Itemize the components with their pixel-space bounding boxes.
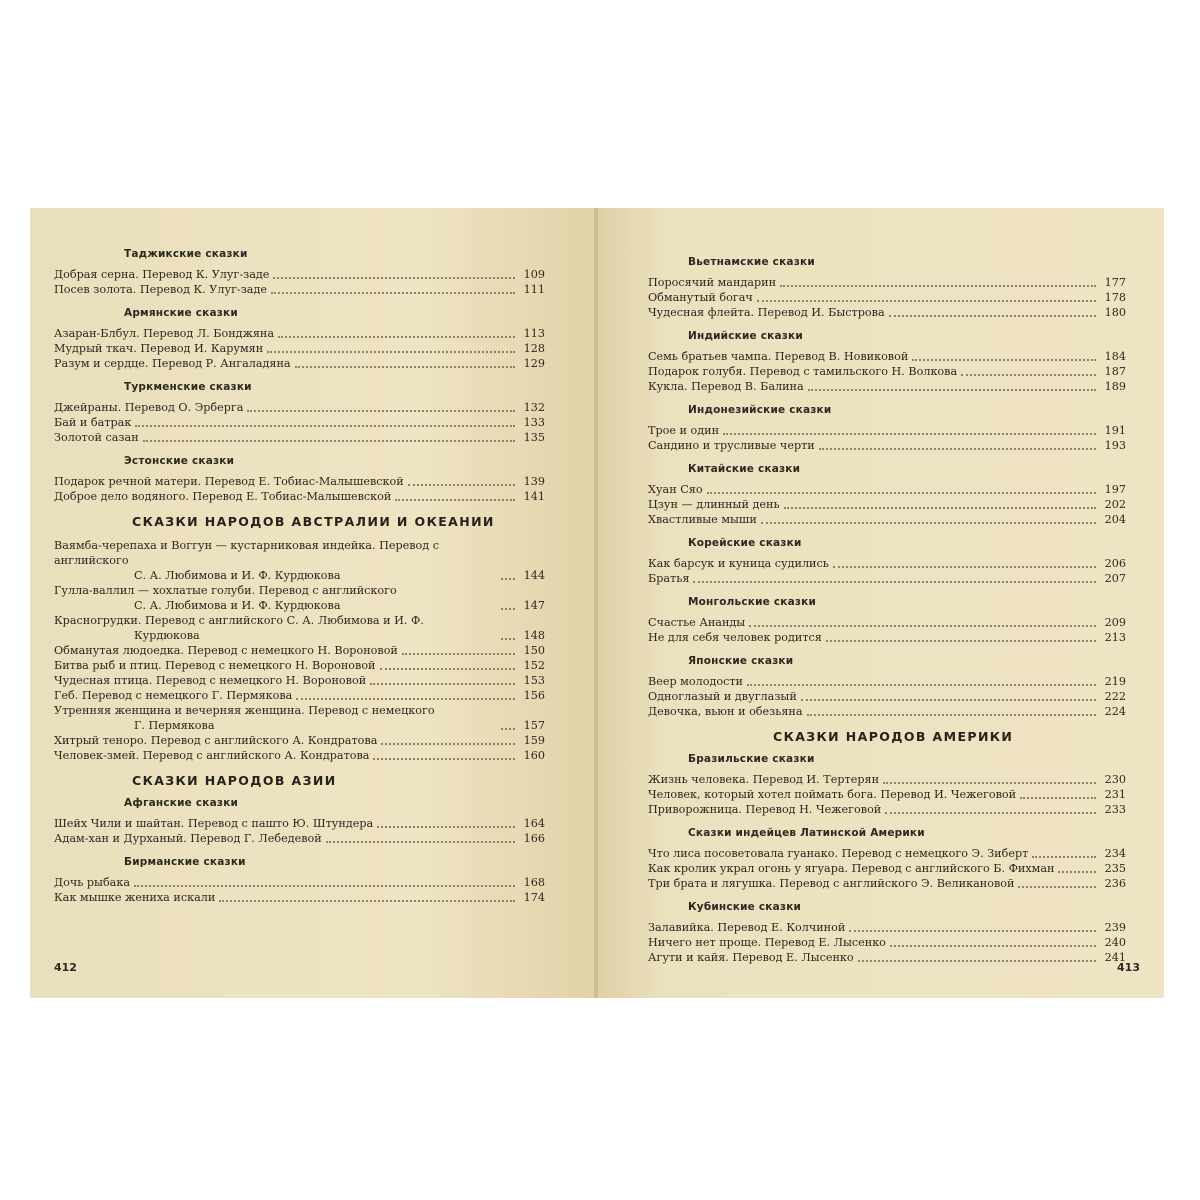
entry-page-number: 187	[1104, 365, 1126, 378]
entry-title: Битва рыб и птиц. Перевод с немецкого Н. Вороновой	[54, 659, 376, 672]
toc-entry-list	[54, 267, 545, 297]
entry-page-number: 231	[1104, 788, 1126, 801]
dot-leader	[1020, 797, 1096, 799]
toc-entry	[648, 615, 1126, 630]
dot-leader	[296, 698, 515, 700]
entry-title: Шейх Чили и шайтан. Перевод с пашто Ю. Штундера	[54, 817, 374, 830]
entry-page-number: 240	[1104, 936, 1126, 949]
toc-entry	[54, 890, 545, 905]
entry-page-number: 132	[523, 401, 545, 414]
entry-page-number: 133	[523, 416, 545, 429]
entry-title	[54, 583, 497, 613]
entry-title: Адам-хан и Дурханый. Перевод Г. Лебедевой	[54, 832, 322, 845]
entry-title: Не для себя человек родится	[648, 631, 822, 644]
dot-leader	[408, 484, 515, 486]
dot-leader	[267, 351, 515, 353]
entry-page-number: 111	[523, 283, 545, 296]
part-heading: СКАЗКИ НАРОДОВ АВСТРАЛИИ И ОКЕАНИИ	[132, 514, 495, 529]
toc-entry-list	[648, 349, 1126, 394]
entry-page-number: 180	[1104, 306, 1126, 319]
dot-leader	[1032, 856, 1096, 858]
toc-entry-list	[54, 875, 545, 905]
dot-leader	[247, 410, 515, 412]
entry-page-number: 224	[1104, 705, 1126, 718]
toc-entry	[54, 489, 545, 504]
entry-leader-group	[497, 718, 545, 733]
entry-leader-group	[497, 568, 545, 583]
toc-entry	[648, 630, 1126, 645]
dot-leader	[707, 492, 1096, 494]
entry-title: Добрая серна. Перевод К. Улуг-заде	[54, 268, 270, 281]
dot-leader	[326, 841, 515, 843]
entry-title: Братья	[648, 572, 690, 585]
entry-page-number: 204	[1104, 513, 1126, 526]
dot-leader	[849, 930, 1096, 932]
toc-entry	[54, 613, 545, 643]
section-heading: Монгольские сказки	[688, 596, 817, 608]
toc-entry	[54, 831, 545, 846]
entry-page-number: 129	[523, 357, 545, 370]
entry-page-number: 109	[523, 268, 545, 281]
entry-page-number: 234	[1104, 847, 1126, 860]
entry-page-number: 148	[523, 629, 545, 642]
dot-leader	[761, 522, 1096, 524]
section-heading: Корейские сказки	[688, 537, 802, 549]
dot-leader	[749, 625, 1096, 627]
entry-title: Сандино и трусливые черти	[648, 439, 815, 452]
dot-leader	[890, 945, 1096, 947]
entry-page-number: 152	[523, 659, 545, 672]
toc-entry-list	[648, 275, 1126, 320]
section-heading: Сказки индейцев Латинской Америки	[688, 827, 925, 839]
toc-entry	[648, 438, 1126, 453]
toc-entry	[648, 497, 1126, 512]
toc-entry	[648, 512, 1126, 527]
dot-leader	[885, 812, 1096, 814]
toc-entry	[648, 674, 1126, 689]
toc-entry	[54, 341, 545, 356]
dot-leader	[858, 960, 1096, 962]
toc-entry	[648, 571, 1126, 586]
toc-entry	[54, 474, 545, 489]
entry-title: Хуан Сяо	[648, 483, 703, 496]
entry-title: Девочка, вьюн и обезьяна	[648, 705, 803, 718]
entry-page-number: 113	[523, 327, 545, 340]
entry-page-number: 193	[1104, 439, 1126, 452]
toc-entry	[648, 920, 1126, 935]
entry-page-number: 202	[1104, 498, 1126, 511]
dot-leader	[808, 389, 1096, 391]
entry-title: Чудесная птица. Перевод с немецкого Н. Вороновой	[54, 674, 367, 687]
entry-title: Человек, который хотел поймать бога. Перевод И. Чежеговой	[648, 788, 1017, 801]
toc-entry	[648, 290, 1126, 305]
toc-entry	[54, 703, 545, 733]
entry-page-number: 241	[1104, 951, 1126, 964]
section-heading: Кубинские сказки	[688, 901, 802, 913]
entry-title-line: Г. Пермякова	[134, 719, 215, 732]
dot-leader	[373, 758, 515, 760]
entry-title: Семь братьев чампа. Перевод В. Новиковой	[648, 350, 909, 363]
toc-entry	[648, 861, 1126, 876]
dot-leader	[271, 292, 515, 294]
entry-title-line: Красногрудки. Перевод с английского С. А. Любимова и И. Ф.	[54, 614, 424, 627]
toc-entry	[648, 423, 1126, 438]
dot-leader	[219, 900, 515, 902]
entry-page-number: 141	[523, 490, 545, 503]
toc-entry-list	[648, 615, 1126, 645]
dot-leader	[381, 743, 515, 745]
dot-leader	[273, 277, 515, 279]
dot-leader	[833, 566, 1096, 568]
entry-leader-group	[497, 598, 545, 613]
toc-entry	[54, 583, 545, 613]
dot-leader	[295, 366, 515, 368]
entry-title: Посев золота. Перевод К. Улуг-заде	[54, 283, 267, 296]
right-page-contents	[598, 208, 1164, 975]
toc-entry	[54, 282, 545, 297]
dot-leader	[402, 653, 515, 655]
entry-page-number: 230	[1104, 773, 1126, 786]
left-page	[30, 208, 595, 998]
toc-entry	[648, 379, 1126, 394]
section-heading: Армянские сказки	[124, 307, 238, 319]
entry-page-number: 184	[1104, 350, 1126, 363]
entry-title: Ничего нет проще. Перевод Е. Лысенко	[648, 936, 886, 949]
dot-leader	[395, 499, 515, 501]
dot-leader	[134, 885, 515, 887]
toc-entry	[648, 846, 1126, 861]
dot-leader	[889, 315, 1096, 317]
toc-entry	[54, 816, 545, 831]
toc-entry-list	[54, 326, 545, 371]
dot-leader	[501, 728, 515, 730]
entry-title: Джейраны. Перевод О. Эрберга	[54, 401, 244, 414]
entry-page-number: 157	[523, 719, 545, 732]
entry-page-number: 150	[523, 644, 545, 657]
dot-leader	[883, 782, 1096, 784]
entry-title: Разум и сердце. Перевод Р. Ангаладяна	[54, 357, 291, 370]
toc-entry	[648, 876, 1126, 891]
dot-leader	[501, 578, 515, 580]
toc-entry	[54, 538, 545, 583]
page-number-right: 413	[1117, 961, 1140, 974]
toc-entry	[54, 673, 545, 688]
entry-page-number: 235	[1104, 862, 1126, 875]
toc-entry-list	[54, 474, 545, 504]
entry-title: Подарок голубя. Перевод с тамильского Н. Волкова	[648, 365, 958, 378]
entry-title: Кукла. Перевод В. Балина	[648, 380, 804, 393]
entry-title: Подарок речной матери. Перевод Е. Тобиас-Малышевской	[54, 475, 404, 488]
entry-page-number: 209	[1104, 616, 1126, 629]
toc-entry	[648, 704, 1126, 719]
toc-entry	[648, 935, 1126, 950]
dot-leader	[757, 300, 1096, 302]
toc-entry	[54, 733, 545, 748]
entry-title: Хитрый теноро. Перевод с английского А. Кондратова	[54, 734, 378, 747]
toc-entry	[54, 356, 545, 371]
entry-page-number: 219	[1104, 675, 1126, 688]
toc-entry	[54, 430, 545, 445]
entry-page-number: 160	[523, 749, 545, 762]
toc-entry	[648, 305, 1126, 320]
entry-title: Залавийка. Перевод Е. Колчиной	[648, 921, 846, 934]
toc-entry-list	[54, 816, 545, 846]
entry-page-number: 222	[1104, 690, 1126, 703]
dot-leader	[693, 581, 1096, 583]
entry-page-number: 177	[1104, 276, 1126, 289]
entry-page-number: 135	[523, 431, 545, 444]
toc-entry	[648, 772, 1126, 787]
entry-title: Человек-змей. Перевод с английского А. Кондратова	[54, 749, 370, 762]
section-heading: Китайские сказки	[688, 463, 801, 475]
part-heading: СКАЗКИ НАРОДОВ АМЕРИКИ	[773, 729, 1014, 744]
entry-title: Одноглазый и двуглазый	[648, 690, 797, 703]
entry-title: Жизнь человека. Перевод И. Тертерян	[648, 773, 880, 786]
toc-entry-list	[648, 920, 1126, 965]
entry-title: Золотой сазан	[54, 431, 139, 444]
dot-leader	[780, 285, 1096, 287]
entry-title: Обманутый богач	[648, 291, 753, 304]
section-heading: Таджикские сказки	[124, 248, 248, 260]
toc-entry-list	[54, 538, 545, 763]
entry-title-line: Ваямба-черепаха и Воггун — кустарниковая индейка. Перевод с английского	[54, 539, 439, 567]
entry-title: Бай и батрак	[54, 416, 132, 429]
dot-leader	[723, 433, 1096, 435]
toc-entry-list	[648, 846, 1126, 891]
entry-page-number: 174	[523, 891, 545, 904]
toc-entry	[54, 326, 545, 341]
entry-page-number: 147	[523, 599, 545, 612]
entry-page-number: 236	[1104, 877, 1126, 890]
toc-entry	[54, 643, 545, 658]
dot-leader	[501, 608, 515, 610]
toc-entry-list	[648, 423, 1126, 453]
dot-leader	[135, 425, 515, 427]
part-heading: СКАЗКИ НАРОДОВ АЗИИ	[132, 773, 337, 788]
dot-leader	[380, 668, 515, 670]
right-page	[598, 208, 1164, 998]
dot-leader	[278, 336, 515, 338]
dot-leader	[143, 440, 515, 442]
entry-page-number: 153	[523, 674, 545, 687]
entry-title: Как барсук и куница судились	[648, 557, 829, 570]
dot-leader	[784, 507, 1096, 509]
section-heading: Бирманские сказки	[124, 856, 246, 868]
entry-title: Как кролик украл огонь у ягуара. Перевод с английского Б. Фихман	[648, 862, 1055, 875]
section-heading: Туркменские сказки	[124, 381, 252, 393]
page-number-left: 412	[54, 961, 77, 974]
toc-entry	[648, 364, 1126, 379]
entry-title: Чудесная флейта. Перевод И. Быстрова	[648, 306, 885, 319]
dot-leader	[961, 374, 1096, 376]
dot-leader	[1018, 886, 1096, 888]
toc-entry	[648, 275, 1126, 290]
entry-title-line: С. А. Любимова и И. Ф. Курдюкова	[134, 599, 341, 612]
entry-title	[54, 538, 497, 583]
entry-title-line: Курдюкова	[134, 629, 200, 642]
entry-page-number: 139	[523, 475, 545, 488]
entry-page-number: 197	[1104, 483, 1126, 496]
section-heading: Индонезийские сказки	[688, 404, 832, 416]
toc-entry	[54, 688, 545, 703]
entry-title: Трое и один	[648, 424, 720, 437]
dot-leader	[747, 684, 1096, 686]
entry-page-number: 159	[523, 734, 545, 747]
dot-leader	[819, 448, 1096, 450]
dot-leader	[826, 640, 1096, 642]
entry-title: Что лиса посоветовала гуанако. Перевод с немецкого Э. Зиберт	[648, 847, 1029, 860]
entry-title: Обманутая людоедка. Перевод с немецкого Н. Вороновой	[54, 644, 398, 657]
entry-title: Мудрый ткач. Перевод И. Карумян	[54, 342, 264, 355]
entry-page-number: 164	[523, 817, 545, 830]
dot-leader	[912, 359, 1096, 361]
entry-page-number: 178	[1104, 291, 1126, 304]
toc-entry	[648, 802, 1126, 817]
entry-title: Цзун — длинный день	[648, 498, 780, 511]
entry-title: Веер молодости	[648, 675, 743, 688]
entry-title: Счастье Ананды	[648, 616, 746, 629]
toc-entry	[648, 556, 1126, 571]
section-heading: Японские сказки	[688, 655, 794, 667]
section-heading: Эстонские сказки	[124, 455, 235, 467]
toc-entry	[54, 748, 545, 763]
entry-title: Доброе дело водяного. Перевод Е. Тобиас-Малышевской	[54, 490, 392, 503]
entry-title-line: Утренняя женщина и вечерняя женщина. Перевод с немецкого	[54, 704, 435, 717]
entry-page-number: 189	[1104, 380, 1126, 393]
entry-title: Геб. Перевод с немецкого Г. Пермякова	[54, 689, 293, 702]
entry-page-number: 207	[1104, 572, 1126, 585]
toc-entry-list	[648, 482, 1126, 527]
entry-page-number: 144	[523, 569, 545, 582]
entry-page-number: 191	[1104, 424, 1126, 437]
entry-title	[54, 613, 497, 643]
entry-title-line: Гулла-валлил — хохлатые голуби. Перевод с английского	[54, 584, 397, 597]
left-page-contents	[30, 208, 595, 915]
entry-title: Как мышке жениха искали	[54, 891, 216, 904]
entry-title: Дочь рыбака	[54, 876, 131, 889]
toc-entry	[54, 267, 545, 282]
entry-page-number: 166	[523, 832, 545, 845]
toc-entry	[648, 689, 1126, 704]
toc-entry-list	[648, 556, 1126, 586]
section-heading: Афганские сказки	[124, 797, 239, 809]
entry-page-number: 206	[1104, 557, 1126, 570]
toc-entry-list	[648, 674, 1126, 719]
entry-leader-group	[497, 628, 545, 643]
toc-entry	[648, 482, 1126, 497]
dot-leader	[1058, 871, 1096, 873]
entry-page-number: 239	[1104, 921, 1126, 934]
section-heading: Бразильские сказки	[688, 753, 815, 765]
toc-entry-list	[54, 400, 545, 445]
dot-leader	[501, 638, 515, 640]
entry-title: Привoрoжница. Перевод Н. Чежеговой	[648, 803, 882, 816]
toc-entry	[54, 658, 545, 673]
dot-leader	[801, 699, 1096, 701]
entry-title: Агути и кайя. Перевод Е. Лысенко	[648, 951, 854, 964]
entry-title	[54, 703, 497, 733]
toc-entry	[54, 400, 545, 415]
entry-page-number: 213	[1104, 631, 1126, 644]
entry-title: Хвастливые мыши	[648, 513, 757, 526]
entry-title-line: С. А. Любимова и И. Ф. Курдюкова	[134, 569, 341, 582]
toc-entry	[648, 950, 1126, 965]
entry-page-number: 233	[1104, 803, 1126, 816]
toc-entry-list	[648, 772, 1126, 817]
toc-entry	[54, 875, 545, 890]
toc-entry	[54, 415, 545, 430]
toc-entry	[648, 787, 1126, 802]
entry-title: Поросячий мандарин	[648, 276, 777, 289]
section-heading: Индийские сказки	[688, 330, 803, 342]
entry-title: Три брата и лягушка. Перевод с английского Э. Великановой	[648, 877, 1015, 890]
dot-leader	[807, 714, 1096, 716]
section-heading: Вьетнамские сказки	[688, 256, 815, 268]
entry-page-number: 128	[523, 342, 545, 355]
dot-leader	[377, 826, 515, 828]
entry-page-number: 168	[523, 876, 545, 889]
entry-title: Азаран-Блбул. Перевод Л. Бонджяна	[54, 327, 275, 340]
toc-entry	[648, 349, 1126, 364]
dot-leader	[370, 683, 515, 685]
entry-page-number: 156	[523, 689, 545, 702]
